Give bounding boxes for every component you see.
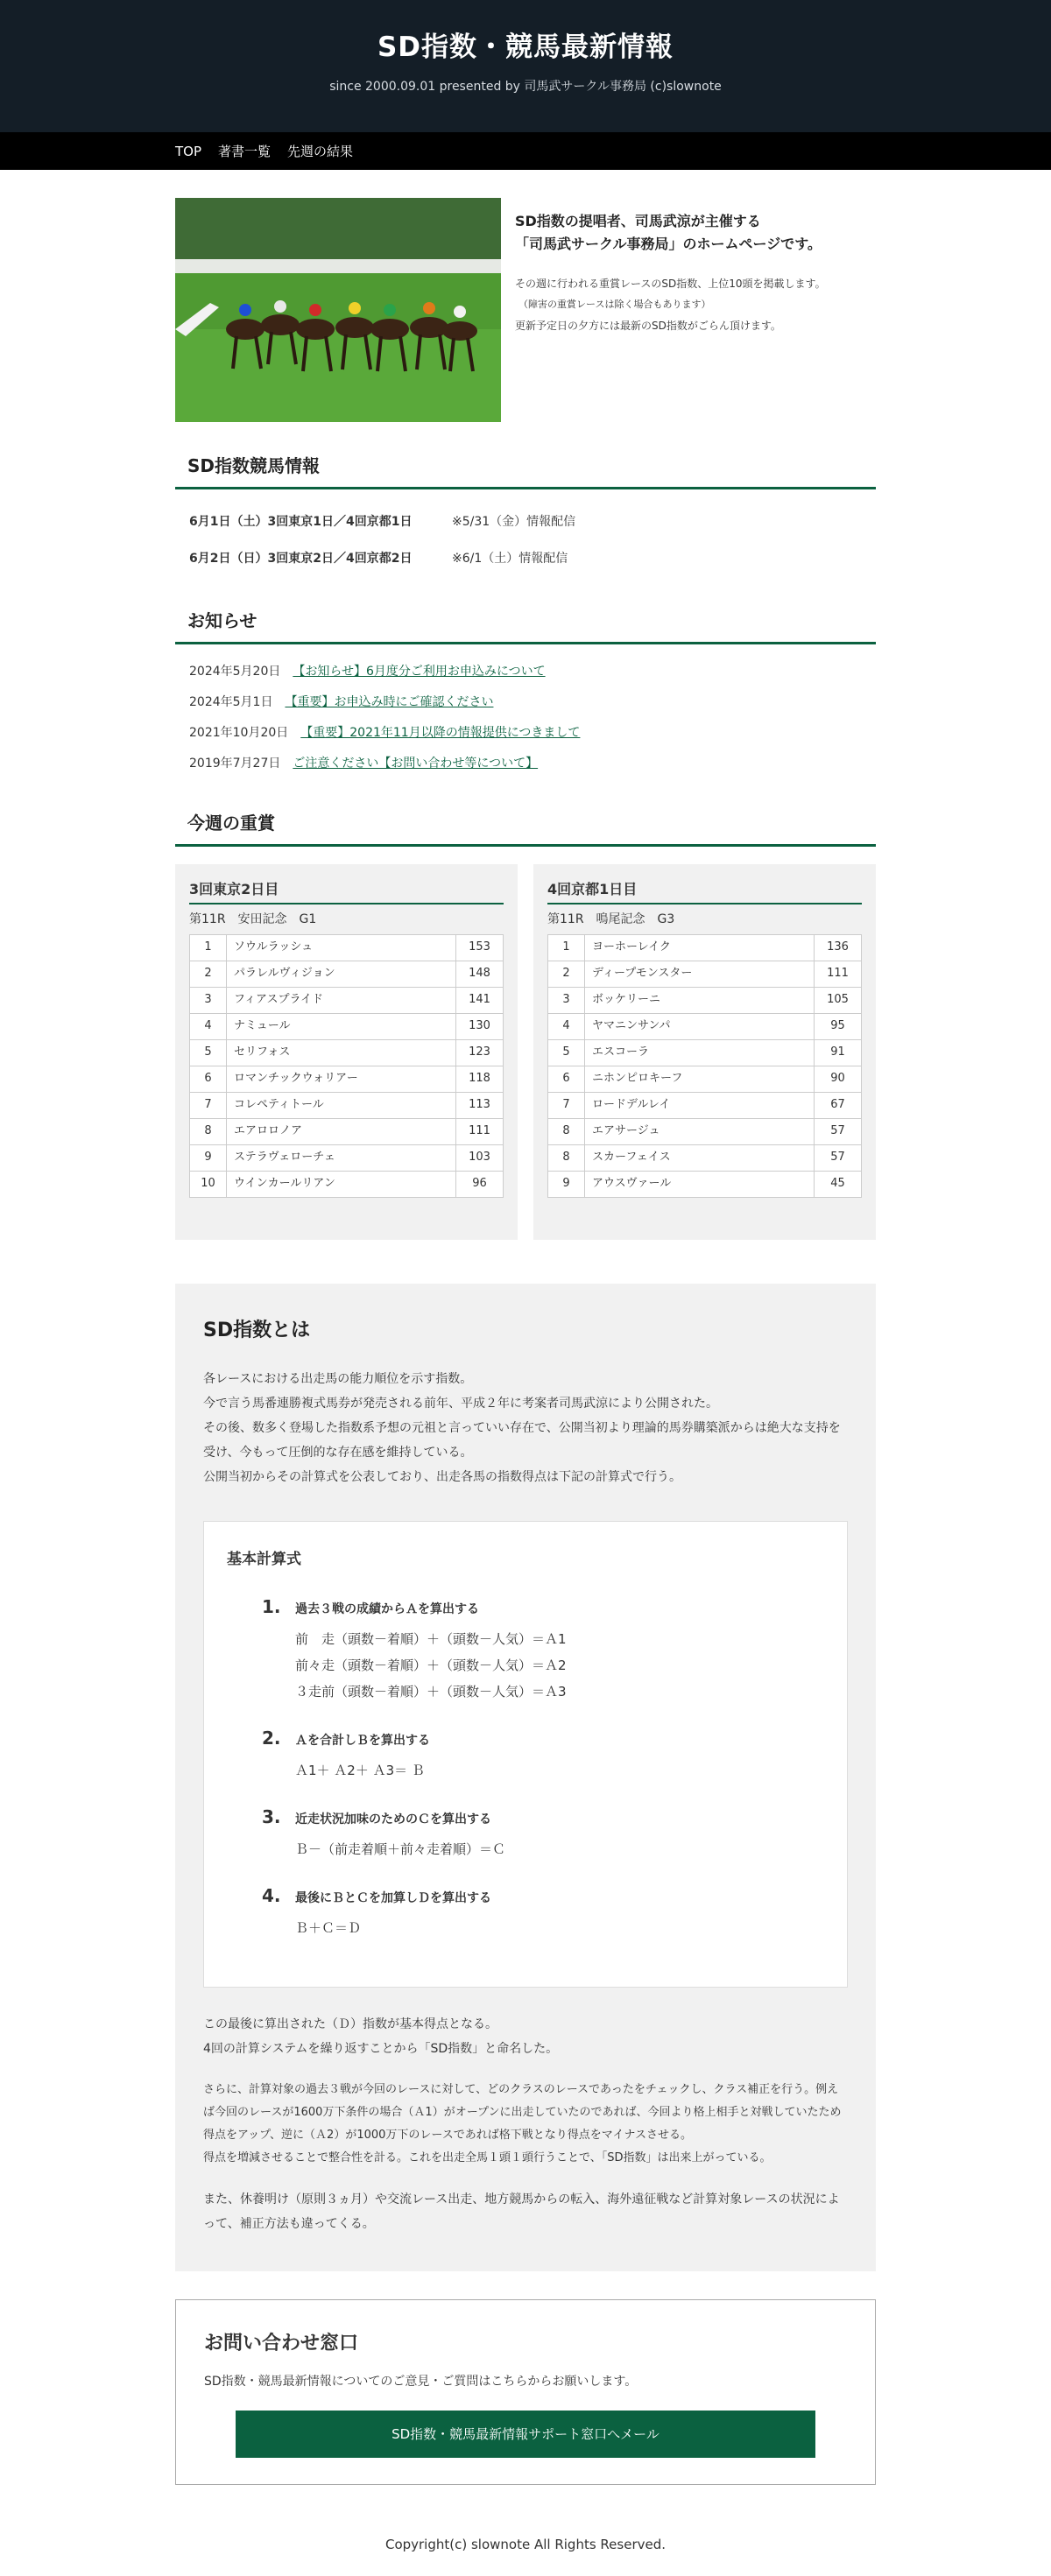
horse-name: ロードデルレイ xyxy=(585,1092,815,1118)
sd-score: 103 xyxy=(456,1144,504,1171)
sd-score: 118 xyxy=(456,1066,504,1092)
race-entry-row xyxy=(190,1066,504,1092)
race-entry-row xyxy=(548,934,862,961)
horse-name: セリフォス xyxy=(227,1039,456,1066)
race-card-kyoto xyxy=(533,864,876,1240)
sd-score: 95 xyxy=(815,1013,862,1039)
entry-rank: 2 xyxy=(190,961,227,987)
horse-name: ナミュール xyxy=(227,1013,456,1039)
news-item: 2024年5月20日 【お知らせ】6月度分ご利用お申込みについて xyxy=(189,657,862,687)
horse-name: エアロロノア xyxy=(227,1118,456,1144)
race-entry-row xyxy=(190,1171,504,1197)
entry-rank: 4 xyxy=(548,1013,585,1039)
race-entry-row xyxy=(548,987,862,1013)
sd-score: 90 xyxy=(815,1066,862,1092)
formula-step: 3. 近走状況加味のためのＣを算出する Ｂ－（前走着順＋前々走着順）＝Ｃ xyxy=(262,1806,506,1858)
race-table-body xyxy=(190,934,504,1197)
race-table xyxy=(189,934,504,1198)
horse-name: エアサージュ xyxy=(585,1118,815,1144)
contact-text: SD指数・競馬最新情報についてのご意見・ご質問はこちらからお願いします。 xyxy=(204,2374,638,2389)
contact-mail-button[interactable]: SD指数・競馬最新情報サポート窓口へメール xyxy=(236,2411,815,2458)
race-table xyxy=(547,934,862,1198)
news-list xyxy=(175,644,876,779)
races-section-title: 今週の重賞 xyxy=(175,809,876,847)
horse-racing-photo xyxy=(175,198,501,422)
news-section-title: お知らせ xyxy=(175,607,876,644)
race-entry-row xyxy=(548,1092,862,1118)
horse-name: ヨーホーレイク xyxy=(585,934,815,961)
entry-rank: 7 xyxy=(190,1092,227,1118)
sd-score: 130 xyxy=(456,1013,504,1039)
news-link[interactable]: 【お知らせ】6月度分ご利用お申込みについて xyxy=(293,665,546,679)
sd-score: 57 xyxy=(815,1144,862,1171)
nav-books-link[interactable]: 著書一覧 xyxy=(218,143,272,159)
formula-step: 4. 最後にＢとＣを加算しＤを算出する Ｂ＋Ｃ＝Ｄ xyxy=(262,1885,491,1937)
entry-rank: 8 xyxy=(190,1118,227,1144)
sd-score: 148 xyxy=(456,961,504,987)
sd-score: 141 xyxy=(456,987,504,1013)
entry-rank: 4 xyxy=(190,1013,227,1039)
entry-rank: 6 xyxy=(190,1066,227,1092)
main-content xyxy=(175,198,876,2576)
race-entry-row xyxy=(190,1013,504,1039)
entry-rank: 1 xyxy=(548,934,585,961)
footer-copyright: Copyright(c) slownote All Rights Reserved. xyxy=(384,2536,667,2552)
formula-title: 基本計算式 xyxy=(227,1551,301,1569)
sd-score: 153 xyxy=(456,934,504,961)
entry-rank: 10 xyxy=(190,1171,227,1197)
horse-name: ニホンピロキーフ xyxy=(585,1066,815,1092)
sd-score: 67 xyxy=(815,1092,862,1118)
sd-score: 111 xyxy=(815,961,862,987)
main-nav xyxy=(0,132,1051,170)
horse-name: スカーフェイス xyxy=(585,1144,815,1171)
sd-score: 105 xyxy=(815,987,862,1013)
horse-name: ボッケリーニ xyxy=(585,987,815,1013)
formula-box xyxy=(203,1521,848,1988)
horse-name: ディープモンスター xyxy=(585,961,815,987)
race-table-body xyxy=(548,934,862,1197)
info-section-title: SD指数競馬情報 xyxy=(175,452,876,489)
race-entry-row xyxy=(190,987,504,1013)
entry-rank: 2 xyxy=(548,961,585,987)
sd-score: 45 xyxy=(815,1171,862,1197)
entry-rank: 3 xyxy=(548,987,585,1013)
site-subtitle: since 2000.09.01 presented by 司馬武サークル事務局 (c)slownote xyxy=(329,80,722,94)
formula-step: 2. Ａを合計しＢを算出する Ａ1＋ Ａ2＋ Ａ3＝ Ｂ xyxy=(262,1728,430,1779)
race-entry-row xyxy=(548,961,862,987)
horse-name: ステラヴェローチェ xyxy=(227,1144,456,1171)
race-entry-row xyxy=(548,1013,862,1039)
news-link[interactable]: 【重要】お申込み時にご確認ください xyxy=(285,695,494,710)
entry-rank: 1 xyxy=(190,934,227,961)
about-correction-text: さらに、計算対象の過去３戦が今回のレースに対して、どのクラスのレースであったをチェックし、クラス補正を行う。例えば今回のレースが1600万下条件の場合（Ａ1）がオープンに出走していたのであれば、今回より格上相手と対戦していたため得点をアップ、逆に（Ａ2）が1000万下のレースであれば格下戦となり得点をマイナスさせる。 得点を増減させることで整合性を計る。これを出走全馬１頭１頭行うことで、「SD指数」は出来上がっている。 xyxy=(203,2083,842,2165)
nav-top-link[interactable]: TOP xyxy=(175,143,202,159)
news-link[interactable]: 【重要】2021年11月以降の情報提供につきまして xyxy=(300,726,581,741)
intro-body: その週に行われる重賞レースのSD指数、上位10頭を掲載します。 （障害の重賞レースは除く場合もあります） 更新予定日の夕方には最新のSD指数がごらん頂けます。 xyxy=(515,278,826,332)
entry-rank: 7 xyxy=(548,1092,585,1118)
entry-rank: 5 xyxy=(548,1039,585,1066)
race-entry-row xyxy=(548,1066,862,1092)
race-name: 第11R 安田記念 G1 xyxy=(189,911,317,926)
site-title: SD指数・競馬最新情報 xyxy=(377,32,674,63)
sd-score: 113 xyxy=(456,1092,504,1118)
race-card-tokyo xyxy=(175,864,518,1240)
sd-score: 57 xyxy=(815,1118,862,1144)
race-entry-row xyxy=(190,1118,504,1144)
race-entry-row xyxy=(548,1171,862,1197)
race-entry-row xyxy=(548,1039,862,1066)
entry-rank: 8 xyxy=(548,1144,585,1171)
contact-section xyxy=(175,2299,876,2485)
horse-name: ロマンチックウォリアー xyxy=(227,1066,456,1092)
news-link[interactable]: ご注意ください【お問い合わせ等について】 xyxy=(293,757,539,771)
intro-lead: SD指数の提唱者、司馬武涼が主催する 「司馬武サークル事務局」のホームページです。 xyxy=(515,213,822,252)
horse-name: ソウルラッシュ xyxy=(227,934,456,961)
entry-rank: 9 xyxy=(548,1171,585,1197)
race-venue: 4回京都1日目 xyxy=(547,878,862,904)
intro-section xyxy=(175,198,876,422)
contact-title: お問い合わせ窓口 xyxy=(204,2333,359,2355)
info-row: 6月1日（土）3回東京1日／4回京都1日 ※5/31（金）情報配信 xyxy=(189,514,576,529)
info-list xyxy=(175,489,876,577)
site-header xyxy=(0,0,1051,132)
horse-name: ヤマニンサンパ xyxy=(585,1013,815,1039)
race-entry-row xyxy=(190,961,504,987)
horse-name: ウインカールリアン xyxy=(227,1171,456,1197)
formula-step: 1. 過去３戦の成績からＡを算出する 前 走（頭数－着順）＋（頭数－人気）＝Ａ1 前々走（頭数－着順）＋（頭数－人気）＝Ａ2 ３走前（頭数－着順）＋（頭数－人気）＝Ａ3 xyxy=(262,1596,567,1700)
sd-score: 123 xyxy=(456,1039,504,1066)
race-entry-row xyxy=(190,1039,504,1066)
news-item: 2019年7月27日 ご注意ください【お問い合わせ等について】 xyxy=(189,749,862,779)
news-item: 2021年10月20日 【重要】2021年11月以降の情報提供につきまして xyxy=(189,718,862,749)
sd-score: 136 xyxy=(815,934,862,961)
horse-name: フィアスプライド xyxy=(227,987,456,1013)
intro-text xyxy=(501,198,826,422)
race-entry-row xyxy=(190,1092,504,1118)
entry-rank: 5 xyxy=(190,1039,227,1066)
race-entry-row xyxy=(548,1118,862,1144)
sd-score: 111 xyxy=(456,1118,504,1144)
horse-name: エスコーラ xyxy=(585,1039,815,1066)
race-entry-row xyxy=(190,934,504,961)
horse-name: コレペティトール xyxy=(227,1092,456,1118)
news-item: 2024年5月1日 【重要】お申込み時にご確認ください xyxy=(189,687,862,718)
sd-score: 91 xyxy=(815,1039,862,1066)
race-venue: 3回東京2日目 xyxy=(189,878,504,904)
sd-score: 96 xyxy=(456,1171,504,1197)
horse-name: パラレルヴィジョン xyxy=(227,961,456,987)
about-section: SD指数とは 各レースにおける出走馬の能力順位を示す指数。 今で言う馬番連勝複式馬券が発売される前年、平成２年に考案者司馬武涼により公開された。 その後、数多く登場した指数系予想の元祖と言っていい存在で、公開当初より理論的馬券購築派からは絶大な支持を受け、今もって圧倒的な存在感を維持している。 公開当初からその計算式を公表しており、出走各馬の指数得点は下記の計算式で行う。 基本計算式 1. 過去３戦の成績からＡを算出する 前 走（頭数－着順）＋（頭数－人気）＝Ａ1 前々走（頭数－着順）＋（頭数－人気）＝Ａ2 ３走前（頭数－着順）＋（頭数－人気）＝Ａ3 2. Ａを合計しＢを算出する Ａ1＋ Ａ2＋ Ａ3＝ Ｂ 3. 近走状況加味のためのＣを算出する Ｂ－（前走着順＋前々走着順）＝Ｃ 4. 最後にＢとＣを加算しＤを算出する Ｂ＋Ｃ＝Ｄ この最後に算出された（Ｄ）指数が基本得点となる。 4回の計算システムを繰り返すことから「SD指数」と命名した。 さらに、計算対象の過去３戦が今回のレースに対して、どのクラスのレースであったをチェックし、クラス補正を行う。例えば今回のレースが1600万下条件の場合（Ａ1）がオープンに出走していたのであれば、今回より格上相手と対戦していたため得点をアップ、逆に（Ａ2）が1000万下のレースであれば格下戦となり得点をマイナスさせる。 得点を増減させることで整合性を計る。これを出走全馬１頭１頭行うことで、「SD指数」は出来上がっている。 また、休養明け（原則３ヵ月）や交流レース出走、地方競馬からの転入、海外遠征戦など計算対象レースの状況によって、補正方法も違ってくる。 xyxy=(175,1284,876,2271)
nav-last-week-link[interactable]: 先週の結果 xyxy=(287,143,354,159)
entry-rank: 3 xyxy=(190,987,227,1013)
entry-rank: 6 xyxy=(548,1066,585,1092)
about-title: SD指数とは xyxy=(203,1319,311,1341)
info-row: 6月2日（日）3回東京2日／4回京都2日 ※6/1（土）情報配信 xyxy=(189,551,568,566)
horse-name: アウスヴァール xyxy=(585,1171,815,1197)
race-cards xyxy=(175,864,876,1240)
entry-rank: 8 xyxy=(548,1118,585,1144)
entry-rank: 9 xyxy=(190,1144,227,1171)
race-name: 第11R 鳴尾記念 G3 xyxy=(547,911,675,926)
race-entry-row xyxy=(548,1144,862,1171)
race-entry-row xyxy=(190,1144,504,1171)
